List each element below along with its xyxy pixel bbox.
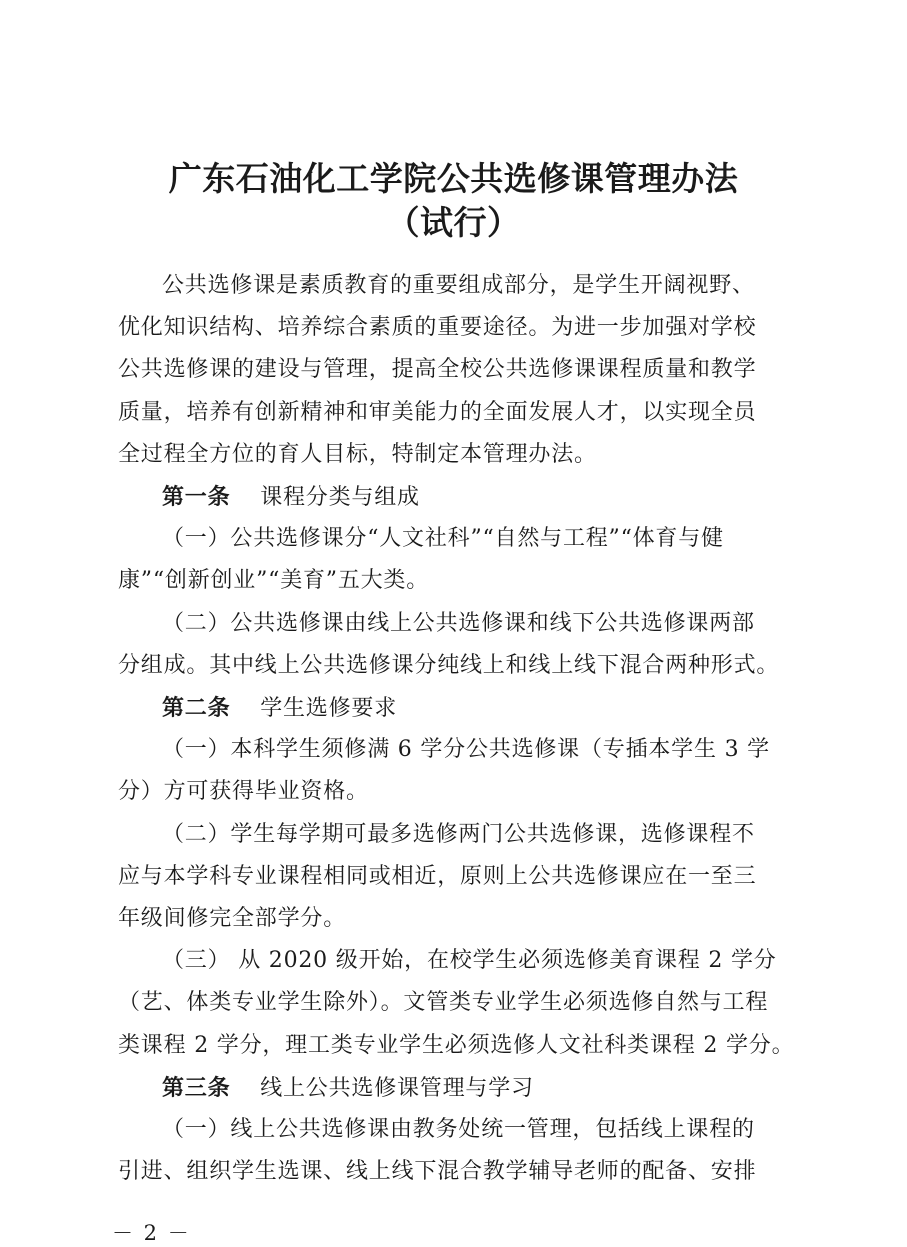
article-1-line-4: 分组成。其中线上公共选修课分纯线上和线上线下混合两种形式。 [118, 652, 780, 678]
intro-line-5: 全过程全方位的育人目标，特制定本管理办法。 [118, 441, 597, 467]
article-1-label: 第一条 [162, 484, 231, 510]
article-1-line-3: （二）公共选修课由线上公共选修课和线下公共选修课两部 [162, 610, 755, 636]
article-2-heading [162, 693, 842, 724]
article-2-line-6: （三） 从 2020 级开始，在校学生必须选修美育课程 2 学分 [162, 948, 777, 974]
page-number: － 2 － [112, 1221, 191, 1246]
article-3-line-1: （一）线上公共选修课由教务处统一管理，包括线上课程的 [162, 1117, 755, 1142]
intro-line-2: 优化知识结构、培养综合素质的重要途径。为进一步加强对学校 [118, 315, 757, 341]
article-1-heading [162, 482, 842, 513]
document-subtitle: （试行） [386, 203, 521, 242]
intro-line-4: 质量，培养有创新精神和审美能力的全面发展人才，以实现全员 [118, 399, 757, 425]
article-2-line-4: 应与本学科专业课程相同或相近，原则上公共选修课应在一至三 [118, 863, 757, 889]
article-2-line-7: （艺、体类专业学生除外）。文管类专业学生必须选修自然与工程 [118, 990, 769, 1016]
article-3-title: 线上公共选修课管理与学习 [260, 1075, 534, 1101]
article-1-line-1: （一）公共选修课分“人文社科”“自然与工程”“体育与健 [162, 526, 724, 552]
article-2-line-2: 分）方可获得毕业资格。 [118, 779, 369, 805]
article-2-line-5: 年级间修完全部学分。 [118, 906, 347, 931]
article-3-line-2: 引进、组织学生选课、线上线下混合教学辅导老师的配备、安排 [118, 1159, 757, 1185]
article-2-label: 第二条 [162, 695, 231, 721]
document-title: 广东石油化工学院公共选修课管理办法 [168, 159, 739, 198]
article-1-line-2: 康”“创新创业”“美育”五大类。 [118, 568, 430, 594]
article-2-line-8: 类课程 2 学分，理工类专业学生必须选修人文社科类课程 2 学分。 [118, 1032, 795, 1058]
intro-line-3: 公共选修课的建设与管理，提高全校公共选修课课程质量和教学 [118, 357, 757, 383]
article-2-title: 学生选修要求 [260, 696, 398, 721]
article-3-heading [162, 1073, 842, 1104]
article-1-title: 课程分类与组成 [260, 485, 420, 510]
intro-line-1: 公共选修课是素质教育的重要组成部分，是学生开阔视野、 [162, 273, 755, 298]
article-3-label: 第三条 [162, 1074, 231, 1101]
article-2-line-3: （二）学生每学期可最多选修两门公共选修课，选修课程不 [162, 821, 755, 847]
article-2-line-1: （一）本科学生须修满 6 学分公共选修课（专插本学生 3 学 [162, 737, 770, 763]
